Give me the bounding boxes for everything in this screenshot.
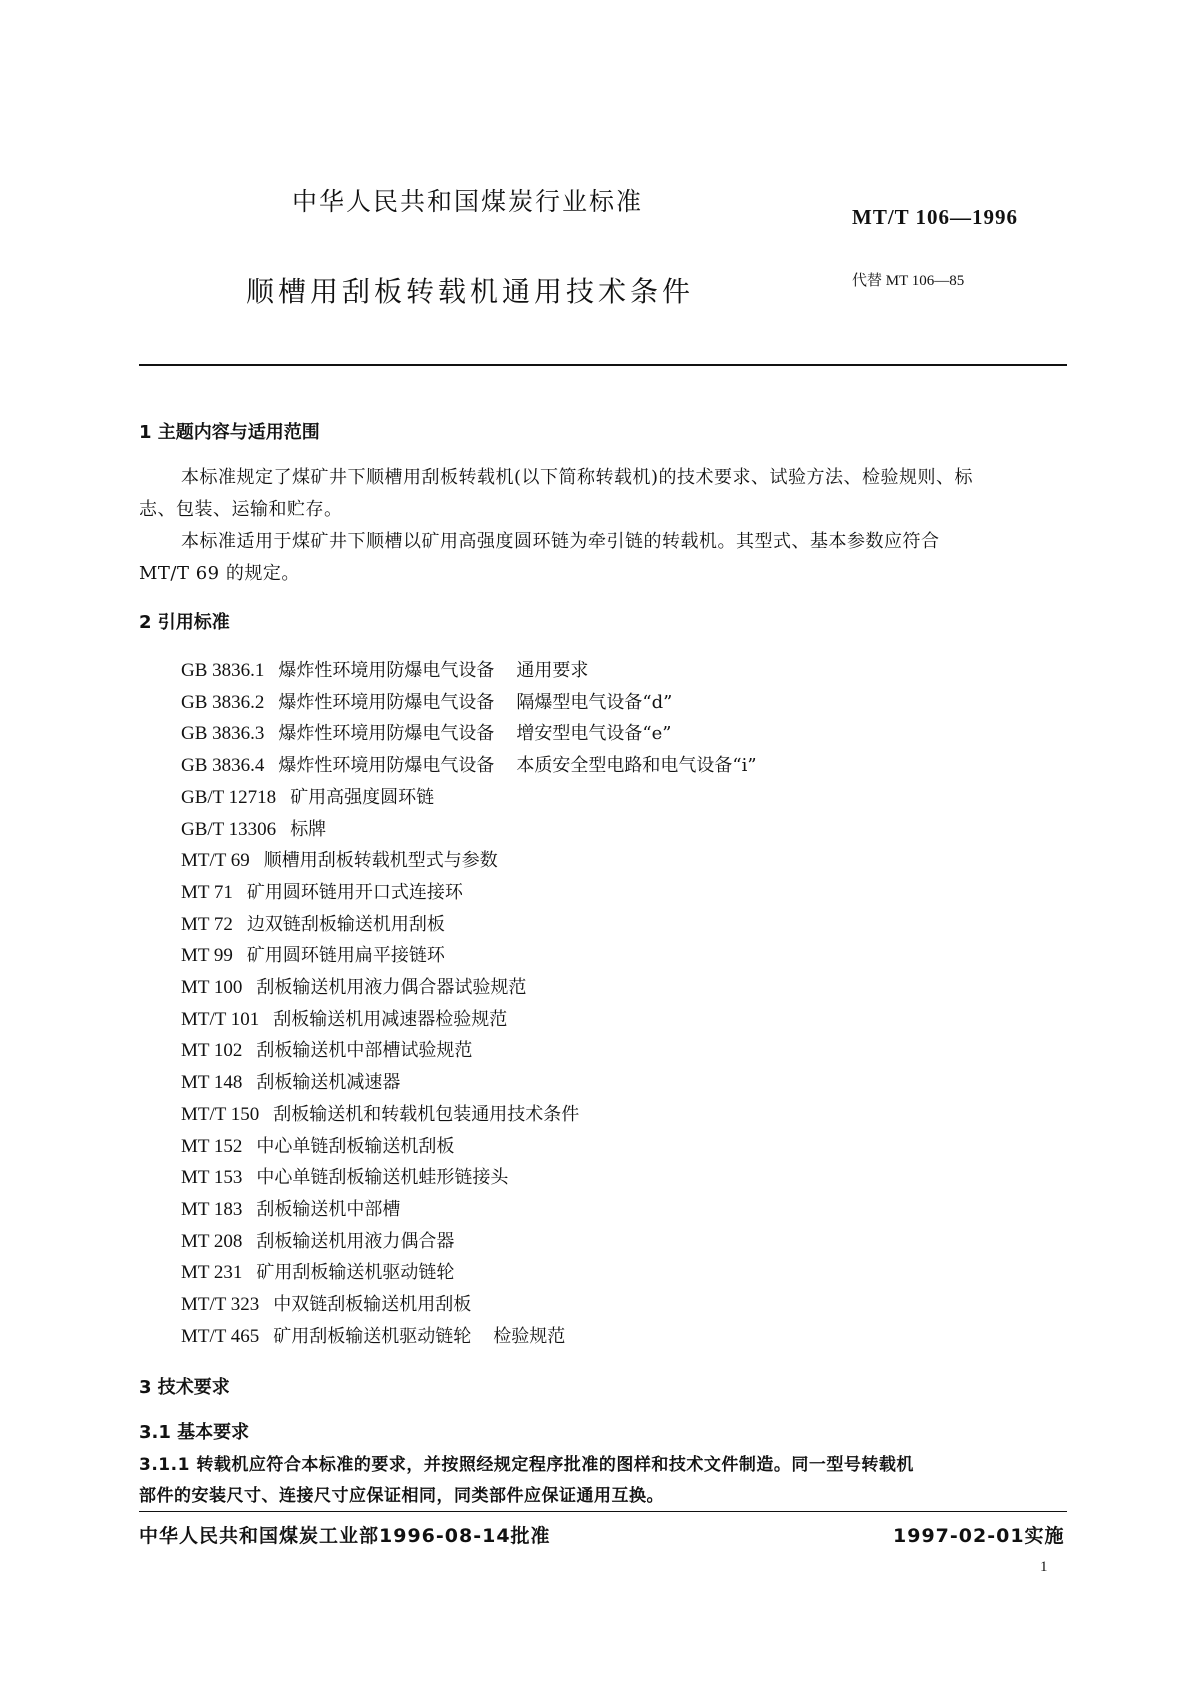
reference-code: MT 148	[181, 1072, 243, 1094]
reference-title: 爆炸性环境用防爆电气设备	[278, 691, 495, 713]
reference-title: 中心单链刮板输送机蛙形链接头	[256, 1167, 509, 1189]
reference-title: 矿用刮板输送机驱动链轮	[273, 1325, 472, 1347]
reference-title: 中心单链刮板输送机刮板	[256, 1135, 455, 1157]
section-1-para-2-line-2: MT/T 69 的规定。	[139, 563, 300, 584]
reference-title: 刮板输送机减速器	[256, 1072, 401, 1094]
document-title: 顺槽用刮板转载机通用技术条件	[246, 275, 695, 308]
reference-title: 爆炸性环境用防爆电气设备	[278, 660, 495, 681]
standard-number: MT/T 106—1996	[852, 205, 1019, 229]
reference-item	[181, 846, 498, 872]
reference-code: MT 183	[181, 1198, 243, 1220]
reference-title: 爆炸性环境用防爆电气设备	[278, 755, 495, 777]
page-number: 1	[1040, 1559, 1048, 1575]
reference-subtitle: 增安型电气设备“e”	[516, 723, 672, 745]
reference-code: MT 71	[181, 881, 233, 903]
reference-title: 刮板输送机中部槽	[256, 1198, 401, 1220]
reference-title: 刮板输送机用液力偶合器试验规范	[256, 977, 527, 998]
approval-statement: 中华人民共和国煤炭工业部1996-08-14批准	[139, 1525, 551, 1547]
reference-title: 矿用刮板输送机驱动链轮	[256, 1262, 455, 1284]
reference-code: MT/T 150	[181, 1103, 260, 1125]
reference-item	[181, 1005, 507, 1031]
reference-subtitle: 通用要求	[516, 660, 589, 681]
replaces-note: 代替 MT 106—85	[852, 273, 965, 289]
reference-item	[181, 878, 463, 904]
reference-code: GB/T 12718	[181, 786, 277, 808]
reference-item	[181, 1036, 472, 1062]
reference-title: 中双链刮板输送机用刮板	[273, 1294, 472, 1315]
reference-code: MT 231	[181, 1262, 243, 1284]
reference-title: 边双链刮板输送机用刮板	[246, 913, 445, 935]
reference-item	[181, 941, 445, 967]
reference-item	[181, 1132, 454, 1158]
footer-divider	[139, 1511, 1067, 1512]
reference-item	[181, 1100, 579, 1126]
reference-subtitle: 隔爆型电气设备“d”	[516, 691, 673, 713]
reference-title: 刮板输送机用减速器检验规范	[273, 1008, 508, 1030]
reference-subtitle: 检验规范	[493, 1325, 566, 1347]
reference-title: 刮板输送机和转载机包装通用技术条件	[273, 1103, 580, 1125]
reference-item	[181, 910, 445, 936]
reference-item	[181, 751, 757, 777]
reference-code: GB 3836.4	[181, 755, 265, 777]
section-2-heading: 2 引用标准	[139, 612, 230, 633]
effective-date: 1997-02-01实施	[893, 1525, 1065, 1547]
reference-code: MT/T 69	[181, 850, 250, 872]
reference-title: 刮板输送机中部槽试验规范	[256, 1040, 473, 1062]
reference-item	[181, 815, 326, 841]
reference-item	[181, 1290, 471, 1316]
reference-code: GB/T 13306	[181, 818, 277, 840]
clause-3-1-1-line-2: 部件的安装尺寸、连接尺寸应保证相同，同类部件应保证通用互换。	[139, 1486, 664, 1506]
section-1-para-2-line-1: 本标准适用于煤矿井下顺槽以矿用高强度圆环链为牵引链的转载机。其型式、基本参数应符合	[181, 531, 940, 552]
section-3-heading: 3 技术要求	[139, 1377, 230, 1398]
reference-code: MT/T 101	[181, 1008, 260, 1030]
reference-title: 爆炸性环境用防爆电气设备	[278, 723, 495, 745]
reference-item	[181, 1195, 400, 1221]
reference-item	[181, 783, 434, 809]
reference-title: 矿用高强度圆环链	[290, 786, 435, 808]
clause-3-1-1-line-1: 3.1.1 转载机应符合本标准的要求，并按照经规定程序批准的图样和技术文件制造。同一型号转载机	[139, 1455, 914, 1475]
reference-code: GB 3836.2	[181, 691, 265, 713]
reference-code: MT/T 465	[181, 1325, 260, 1347]
header-divider	[139, 364, 1067, 366]
issuing-organization: 中华人民共和国煤炭行业标准	[292, 187, 644, 216]
reference-item	[181, 973, 526, 999]
reference-item	[181, 1068, 400, 1094]
reference-item	[181, 719, 671, 745]
reference-code: MT 99	[181, 945, 233, 967]
reference-code: MT 100	[181, 977, 243, 998]
reference-item	[181, 656, 588, 682]
reference-title: 顺槽用刮板转载机型式与参数	[263, 850, 498, 872]
section-1-para-1-line-1: 本标准规定了煤矿井下顺槽用刮板转载机(以下简称转载机)的技术要求、试验方法、检验规则、标	[181, 467, 974, 488]
reference-title: 标牌	[290, 818, 327, 840]
reference-code: MT 153	[181, 1167, 243, 1189]
reference-code: MT/T 323	[181, 1294, 260, 1315]
reference-item	[181, 688, 672, 714]
reference-code: GB 3836.3	[181, 723, 265, 745]
reference-item	[181, 1322, 565, 1348]
reference-title: 刮板输送机用液力偶合器	[256, 1230, 455, 1252]
reference-title: 矿用圆环链用扁平接链环	[246, 945, 445, 967]
reference-code: MT 102	[181, 1040, 243, 1062]
section-1-heading: 1 主题内容与适用范围	[139, 422, 320, 443]
section-1-para-1-line-2: 志、包装、运输和贮存。	[139, 499, 343, 520]
reference-subtitle: 本质安全型电路和电气设备“i”	[516, 755, 757, 777]
section-3-1-heading: 3.1 基本要求	[139, 1422, 250, 1443]
reference-item	[181, 1227, 454, 1253]
reference-code: MT 208	[181, 1230, 243, 1252]
reference-code: GB 3836.1	[181, 660, 265, 681]
reference-item	[181, 1258, 454, 1284]
reference-title: 矿用圆环链用开口式连接环	[246, 881, 463, 903]
reference-code: MT 72	[181, 913, 233, 935]
reference-item	[181, 1163, 508, 1189]
reference-code: MT 152	[181, 1135, 243, 1157]
